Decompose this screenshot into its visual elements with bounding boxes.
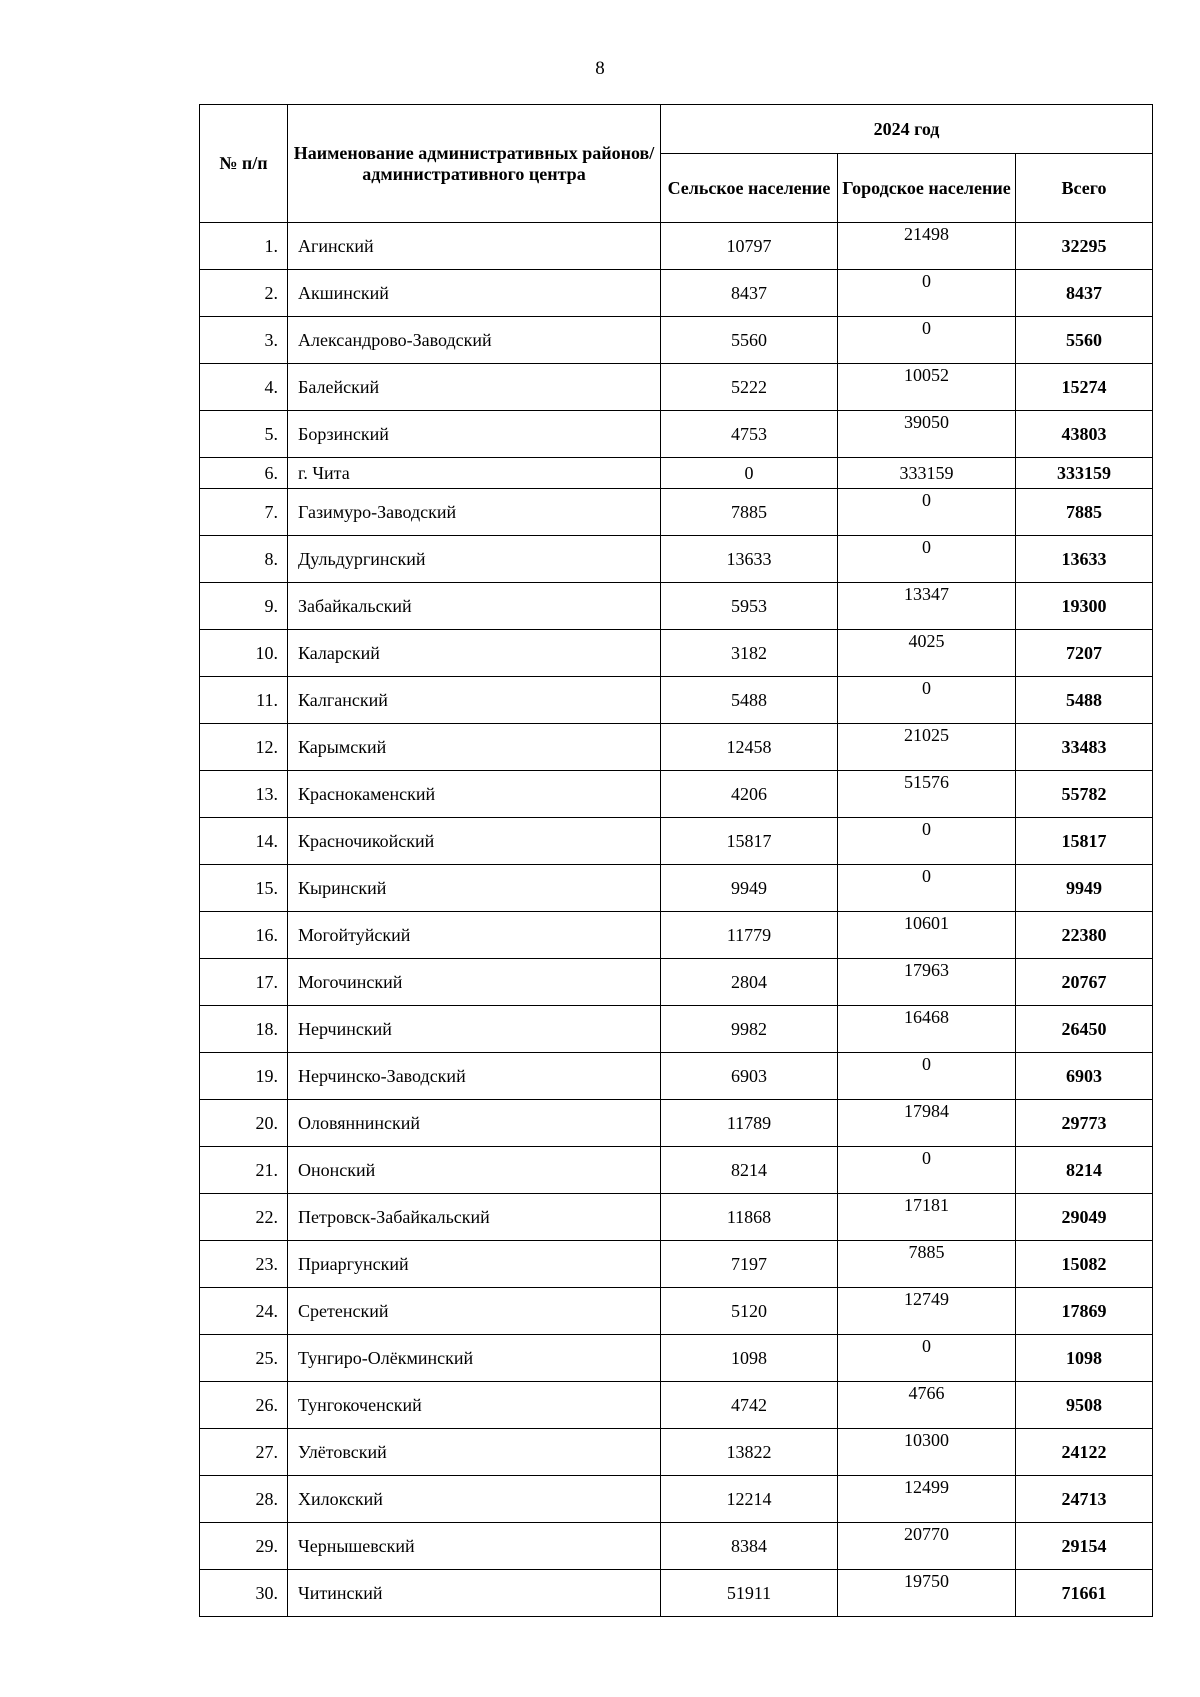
rural-population: 6903 <box>661 1053 838 1100</box>
district-name: Калганский <box>288 677 661 724</box>
table-row <box>200 1382 1153 1429</box>
district-name: Дульдургинский <box>288 536 661 583</box>
district-name: Краснокаменский <box>288 771 661 818</box>
row-number: 22. <box>200 1194 288 1241</box>
rural-population: 11868 <box>661 1194 838 1241</box>
row-number: 5. <box>200 411 288 458</box>
total-population: 24713 <box>1016 1476 1153 1523</box>
urban-population: 17984 <box>838 1100 1016 1147</box>
total-population: 33483 <box>1016 724 1153 771</box>
district-name: Красночикойский <box>288 818 661 865</box>
row-number: 21. <box>200 1147 288 1194</box>
urban-population: 0 <box>838 270 1016 317</box>
row-number: 20. <box>200 1100 288 1147</box>
urban-population: 0 <box>838 1053 1016 1100</box>
row-number: 4. <box>200 364 288 411</box>
urban-population: 0 <box>838 865 1016 912</box>
district-name: Могойтуйский <box>288 912 661 959</box>
district-name: Читинский <box>288 1570 661 1617</box>
district-name: Нерчинско-Заводский <box>288 1053 661 1100</box>
total-population: 7207 <box>1016 630 1153 677</box>
total-population: 333159 <box>1016 458 1153 489</box>
header-total: Всего <box>1016 154 1153 223</box>
rural-population: 4742 <box>661 1382 838 1429</box>
row-number: 28. <box>200 1476 288 1523</box>
total-population: 15082 <box>1016 1241 1153 1288</box>
row-number: 23. <box>200 1241 288 1288</box>
table-row <box>200 1429 1153 1476</box>
total-population: 8214 <box>1016 1147 1153 1194</box>
table-row <box>200 1006 1153 1053</box>
rural-population: 3182 <box>661 630 838 677</box>
urban-population: 0 <box>838 536 1016 583</box>
urban-population: 0 <box>838 818 1016 865</box>
urban-population: 10052 <box>838 364 1016 411</box>
table-row <box>200 865 1153 912</box>
row-number: 26. <box>200 1382 288 1429</box>
district-name: Ононский <box>288 1147 661 1194</box>
district-name: Сретенский <box>288 1288 661 1335</box>
total-population: 19300 <box>1016 583 1153 630</box>
total-population: 43803 <box>1016 411 1153 458</box>
table-row <box>200 1288 1153 1335</box>
rural-population: 7197 <box>661 1241 838 1288</box>
table-row <box>200 1100 1153 1147</box>
total-population: 20767 <box>1016 959 1153 1006</box>
table-row <box>200 458 1153 489</box>
table-row <box>200 1053 1153 1100</box>
table-row <box>200 223 1153 270</box>
district-name: Чернышевский <box>288 1523 661 1570</box>
urban-population: 16468 <box>838 1006 1016 1053</box>
row-number: 6. <box>200 458 288 489</box>
table-row <box>200 270 1153 317</box>
rural-population: 1098 <box>661 1335 838 1382</box>
total-population: 9949 <box>1016 865 1153 912</box>
table-row <box>200 677 1153 724</box>
rural-population: 13822 <box>661 1429 838 1476</box>
table-row <box>200 630 1153 677</box>
urban-population: 12749 <box>838 1288 1016 1335</box>
table-row <box>200 959 1153 1006</box>
table-row <box>200 818 1153 865</box>
urban-population: 21025 <box>838 724 1016 771</box>
district-name: Кыринский <box>288 865 661 912</box>
district-name: Борзинский <box>288 411 661 458</box>
urban-population: 17963 <box>838 959 1016 1006</box>
rural-population: 11779 <box>661 912 838 959</box>
total-population: 6903 <box>1016 1053 1153 1100</box>
header-name: Наименование административных районов/административного центра <box>288 105 661 223</box>
urban-population: 0 <box>838 317 1016 364</box>
district-name: Агинский <box>288 223 661 270</box>
row-number: 29. <box>200 1523 288 1570</box>
row-number: 12. <box>200 724 288 771</box>
table-row <box>200 771 1153 818</box>
row-number: 24. <box>200 1288 288 1335</box>
rural-population: 5560 <box>661 317 838 364</box>
district-name: Улётовский <box>288 1429 661 1476</box>
row-number: 27. <box>200 1429 288 1476</box>
district-name: Могочинский <box>288 959 661 1006</box>
rural-population: 9982 <box>661 1006 838 1053</box>
urban-population: 0 <box>838 489 1016 536</box>
table-row <box>200 1523 1153 1570</box>
urban-population: 17181 <box>838 1194 1016 1241</box>
urban-population: 12499 <box>838 1476 1016 1523</box>
rural-population: 15817 <box>661 818 838 865</box>
total-population: 32295 <box>1016 223 1153 270</box>
total-population: 13633 <box>1016 536 1153 583</box>
rural-population: 7885 <box>661 489 838 536</box>
table-row <box>200 1476 1153 1523</box>
rural-population: 8384 <box>661 1523 838 1570</box>
urban-population: 0 <box>838 1335 1016 1382</box>
rural-population: 9949 <box>661 865 838 912</box>
district-name: Газимуро-Заводский <box>288 489 661 536</box>
header-rural: Сельское население <box>661 154 838 223</box>
district-name: Александрово-Заводский <box>288 317 661 364</box>
table-row <box>200 1194 1153 1241</box>
total-population: 5488 <box>1016 677 1153 724</box>
table-row <box>200 317 1153 364</box>
total-population: 8437 <box>1016 270 1153 317</box>
table-body <box>200 223 1153 1617</box>
row-number: 17. <box>200 959 288 1006</box>
rural-population: 2804 <box>661 959 838 1006</box>
district-name: Тунгиро-Олёкминский <box>288 1335 661 1382</box>
urban-population: 10300 <box>838 1429 1016 1476</box>
row-number: 18. <box>200 1006 288 1053</box>
table-row <box>200 583 1153 630</box>
rural-population: 4206 <box>661 771 838 818</box>
rural-population: 8214 <box>661 1147 838 1194</box>
total-population: 22380 <box>1016 912 1153 959</box>
urban-population: 19750 <box>838 1570 1016 1617</box>
table-row <box>200 1335 1153 1382</box>
total-population: 15817 <box>1016 818 1153 865</box>
rural-population: 8437 <box>661 270 838 317</box>
district-name: Петровск-Забайкальский <box>288 1194 661 1241</box>
urban-population: 10601 <box>838 912 1016 959</box>
total-population: 71661 <box>1016 1570 1153 1617</box>
row-number: 15. <box>200 865 288 912</box>
urban-population: 4766 <box>838 1382 1016 1429</box>
total-population: 24122 <box>1016 1429 1153 1476</box>
urban-population: 39050 <box>838 411 1016 458</box>
total-population: 29773 <box>1016 1100 1153 1147</box>
row-number: 1. <box>200 223 288 270</box>
row-number: 19. <box>200 1053 288 1100</box>
urban-population: 333159 <box>838 458 1016 489</box>
district-name: г. Чита <box>288 458 661 489</box>
rural-population: 10797 <box>661 223 838 270</box>
row-number: 11. <box>200 677 288 724</box>
row-number: 10. <box>200 630 288 677</box>
rural-population: 4753 <box>661 411 838 458</box>
rural-population: 51911 <box>661 1570 838 1617</box>
table-row <box>200 1147 1153 1194</box>
rural-population: 5953 <box>661 583 838 630</box>
urban-population: 7885 <box>838 1241 1016 1288</box>
total-population: 1098 <box>1016 1335 1153 1382</box>
total-population: 15274 <box>1016 364 1153 411</box>
rural-population: 5222 <box>661 364 838 411</box>
urban-population: 21498 <box>838 223 1016 270</box>
rural-population: 5488 <box>661 677 838 724</box>
row-number: 30. <box>200 1570 288 1617</box>
urban-population: 51576 <box>838 771 1016 818</box>
row-number: 3. <box>200 317 288 364</box>
total-population: 29154 <box>1016 1523 1153 1570</box>
rural-population: 12214 <box>661 1476 838 1523</box>
rural-population: 11789 <box>661 1100 838 1147</box>
district-name: Карымский <box>288 724 661 771</box>
header-num: № п/п <box>200 105 288 223</box>
row-number: 13. <box>200 771 288 818</box>
page-number: 8 <box>595 58 605 79</box>
total-population: 26450 <box>1016 1006 1153 1053</box>
population-table <box>199 104 1153 1617</box>
urban-population: 13347 <box>838 583 1016 630</box>
row-number: 16. <box>200 912 288 959</box>
district-name: Тунгокоченский <box>288 1382 661 1429</box>
row-number: 8. <box>200 536 288 583</box>
rural-population: 5120 <box>661 1288 838 1335</box>
header-year: 2024 год <box>661 105 1153 154</box>
rural-population: 0 <box>661 458 838 489</box>
district-name: Балейский <box>288 364 661 411</box>
urban-population: 20770 <box>838 1523 1016 1570</box>
district-name: Забайкальский <box>288 583 661 630</box>
table-row <box>200 364 1153 411</box>
district-name: Оловяннинский <box>288 1100 661 1147</box>
row-number: 9. <box>200 583 288 630</box>
table-row <box>200 1241 1153 1288</box>
table-row <box>200 1570 1153 1617</box>
total-population: 9508 <box>1016 1382 1153 1429</box>
urban-population: 0 <box>838 1147 1016 1194</box>
row-number: 25. <box>200 1335 288 1382</box>
rural-population: 13633 <box>661 536 838 583</box>
urban-population: 4025 <box>838 630 1016 677</box>
row-number: 14. <box>200 818 288 865</box>
district-name: Хилокский <box>288 1476 661 1523</box>
row-number: 7. <box>200 489 288 536</box>
rural-population: 12458 <box>661 724 838 771</box>
total-population: 7885 <box>1016 489 1153 536</box>
district-name: Приаргунский <box>288 1241 661 1288</box>
total-population: 5560 <box>1016 317 1153 364</box>
table-row <box>200 489 1153 536</box>
district-name: Каларский <box>288 630 661 677</box>
row-number: 2. <box>200 270 288 317</box>
district-name: Акшинский <box>288 270 661 317</box>
district-name: Нерчинский <box>288 1006 661 1053</box>
header-urban: Городское население <box>838 154 1016 223</box>
urban-population: 0 <box>838 677 1016 724</box>
table-row <box>200 912 1153 959</box>
total-population: 17869 <box>1016 1288 1153 1335</box>
table-row <box>200 411 1153 458</box>
total-population: 55782 <box>1016 771 1153 818</box>
table-row <box>200 724 1153 771</box>
table-row <box>200 536 1153 583</box>
table-header <box>200 105 1153 223</box>
total-population: 29049 <box>1016 1194 1153 1241</box>
